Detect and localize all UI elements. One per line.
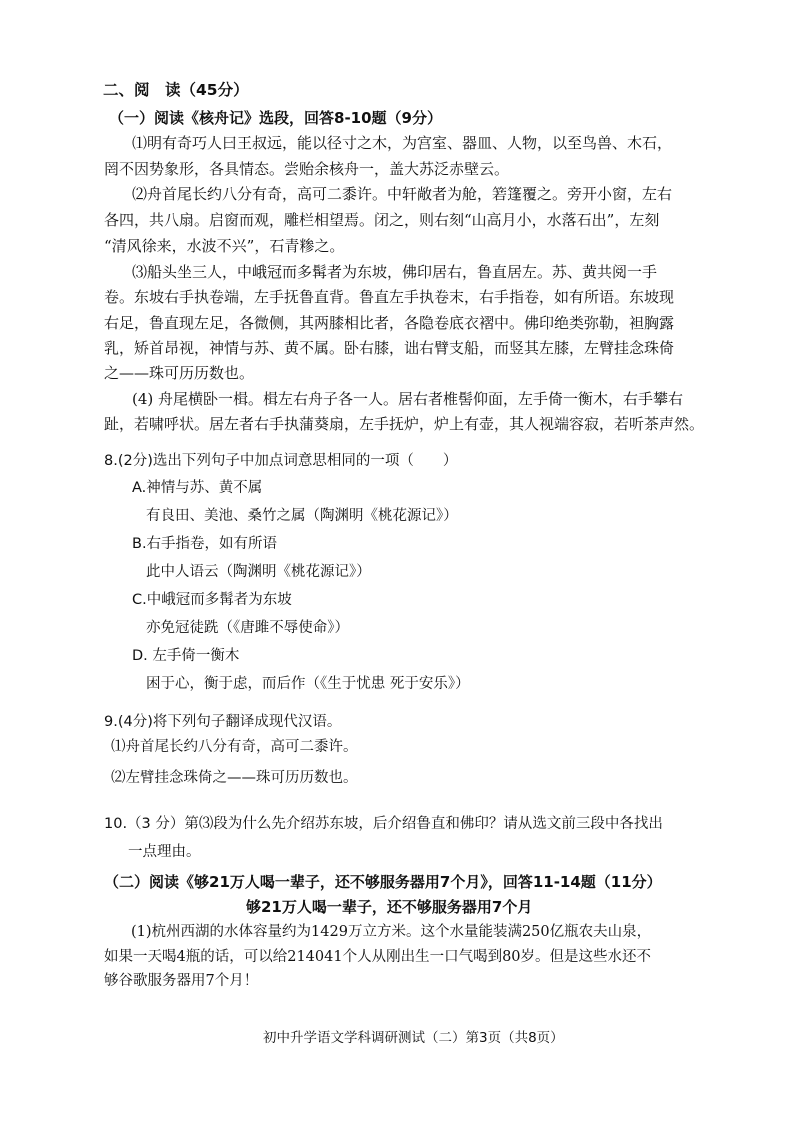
question-8-stem: 8.(2分)选出下列句子中加点词意思相同的一项（ ） [104, 453, 458, 469]
article-line: 如果一天喝4瓶的话，可以给214041个人从刚出生一口气喝到80岁。但是这些水还不 [104, 949, 652, 965]
article-title: 够21万人喝一辈子，还不够服务器用7个月 [246, 898, 533, 916]
question-10-stem-cont: 一点理由。 [128, 844, 201, 860]
option-c-ref: 亦免冠徒跣（《唐雎不辱使命》） [146, 620, 349, 636]
passage-line: 卷。东坡右手执卷端，左手抚鲁直背。鲁直左手执卷末，右手指卷，如有所语。东坡现 [104, 288, 675, 306]
passage-line: 罔不因势象形，各具情态。尝贻余核舟一，盖大苏泛赤壁云。 [104, 160, 510, 178]
passage-line: ⑵舟首尾长约八分有奇，高可二黍许。中轩敞者为舱，箬篷覆之。旁开小窗，左右 [132, 185, 673, 203]
article-line: 够谷歌服务器用7个月！ [104, 973, 259, 989]
passage-line: 乳，矫首昂视，神情与苏、黄不属。卧右膝，诎右臂支船，而竖其左膝，左臂挂念珠倚 [104, 339, 675, 357]
passage-line: (4) 舟尾横卧一楫。楫左右舟子各一人。居右者椎髻仰面，左手倚一衡木，右手攀右 [132, 390, 684, 408]
passage-line: “清风徐来，水波不兴”，石青糁之。 [104, 237, 345, 255]
passage-line: 右足，鲁直现左足，各微侧，其两膝相比者，各隐卷底衣褶中。佛印绝类弥勒，袒胸露 [104, 314, 675, 332]
passage-line: 各四，共八扇。启窗而观，雕栏相望焉。闭之，则右刻“山高月小，水落石出”，左刻 [104, 211, 660, 229]
option-d-ref: 困于心，衡于虑，而后作（《生于忧患 死于安乐》） [146, 676, 470, 692]
article-line: (1)杭州西湖的水体容量约为1429万立方米。这个水量能装满250亿瓶农夫山泉， [131, 924, 652, 940]
option-b-ref: 此中人语云（陶渊明《桃花源记》） [146, 564, 371, 580]
question-9-stem: 9.(4分)将下列句子翻译成现代汉语。 [104, 714, 342, 730]
option-a: A.神情与苏、黄不属 [132, 480, 263, 496]
passage-line: 趾，若啸呼状。居左者右手执蒲葵扇，左手抚炉，炉上有壶，其人视端容寂，若听茶声然。 [104, 415, 705, 433]
option-b: B.右手指卷，如有所语 [132, 536, 278, 552]
part1-title: （一）阅读《核舟记》选段，回答8-10题（9分） [109, 109, 442, 127]
passage-line: ⑴明有奇巧人曰王叔远，能以径寸之木，为宫室、器皿、人物，以至鸟兽、木石， [132, 134, 673, 152]
question-9-item: ⑵左臂挂念珠倚之——珠可历历数也。 [111, 770, 358, 786]
option-c: C.中峨冠而多髯者为东坡 [132, 592, 292, 608]
question-9-item: ⑴舟首尾长约八分有奇，高可二黍许。 [111, 739, 358, 755]
option-d: D. 左手倚一衡木 [132, 648, 240, 664]
passage-line: 之——珠可历历数也。 [104, 364, 255, 382]
part2-title: （二）阅读《够21万人喝一辈子，还不够服务器用7个月》，回答11-14题（11分） [104, 873, 662, 891]
question-10-stem: 10.（3 分）第⑶段为什么先介绍苏东坡，后介绍鲁直和佛印？请从选文前三段中各找出 [104, 816, 663, 832]
passage-line: ⑶船头坐三人，中峨冠而多髯者为东坡，佛印居右，鲁直居左。苏、黄共阅一手 [132, 263, 658, 281]
page-footer: 初中升学语文学科调研测试（二）第3页（共8页） [263, 1030, 564, 1046]
section-heading: 二、阅 读（45分） [103, 81, 249, 99]
option-a-ref: 有良田、美池、桑竹之属（陶渊明《桃花源记》） [146, 508, 458, 524]
